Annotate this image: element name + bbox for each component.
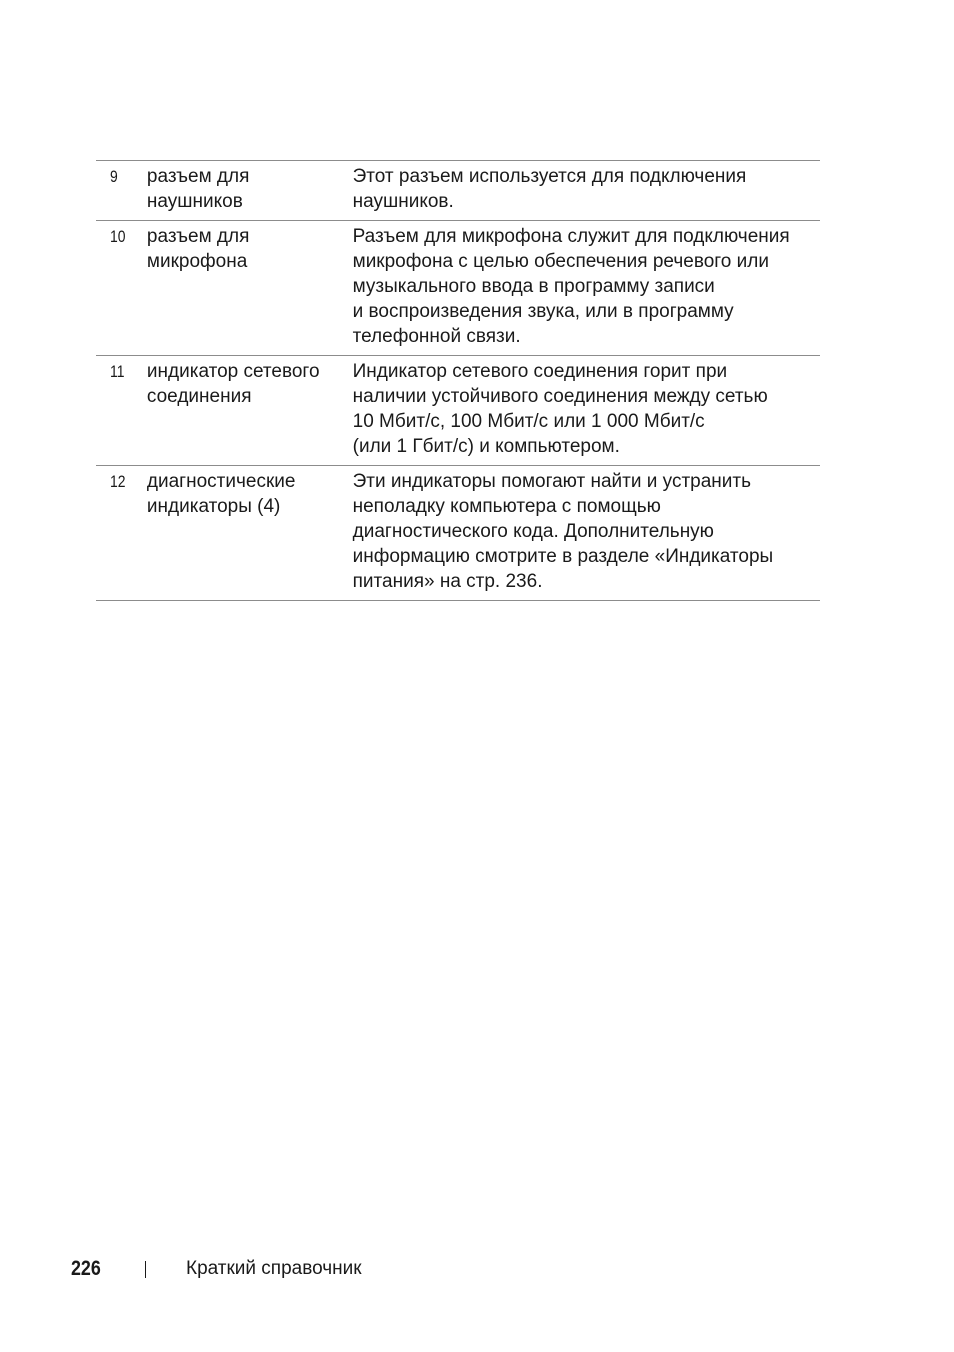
item-name: диагностические индикаторы (4) — [146, 471, 296, 517]
item-description: Разъем для микрофона служит для подключения микрофона с целью обеспечения речевого или музыкального ввода в программу записи и воспроизведения звука, или в программу телефонной связи. — [352, 226, 790, 347]
item-number: 9 — [110, 167, 118, 186]
footer-divider — [145, 1261, 146, 1278]
table-row — [96, 466, 820, 601]
item-name: разъем для микрофона — [146, 226, 250, 272]
page-footer — [0, 1256, 954, 1286]
table-row — [96, 221, 820, 356]
item-number: 12 — [110, 472, 126, 491]
item-number: 11 — [110, 362, 125, 381]
section-title: Краткий справочник — [186, 1258, 362, 1279]
item-description: Эти индикаторы помогают найти и устранить неполадку компьютера с помощью диагностического кода. Дополнительную информацию смотрите в разделе «Индикаторы питания» на стр. 236. — [352, 471, 774, 592]
connector-spec-table — [96, 160, 820, 601]
item-description: Индикатор сетевого соединения горит при наличии устойчивого соединения между сетью 10 Мбит/с, 100 Мбит/с или 1 000 Мбит/с (или 1 Гбит/с) и компьютером. — [352, 361, 768, 457]
page-number: 226 — [71, 1257, 101, 1280]
table-row — [96, 161, 820, 221]
item-name: индикатор сетевого соединения — [146, 361, 320, 407]
item-number: 10 — [110, 227, 126, 246]
table-row — [96, 356, 820, 466]
item-description: Этот разъем используется для подключения наушников. — [352, 166, 747, 212]
item-name: разъем для наушников — [146, 166, 250, 212]
